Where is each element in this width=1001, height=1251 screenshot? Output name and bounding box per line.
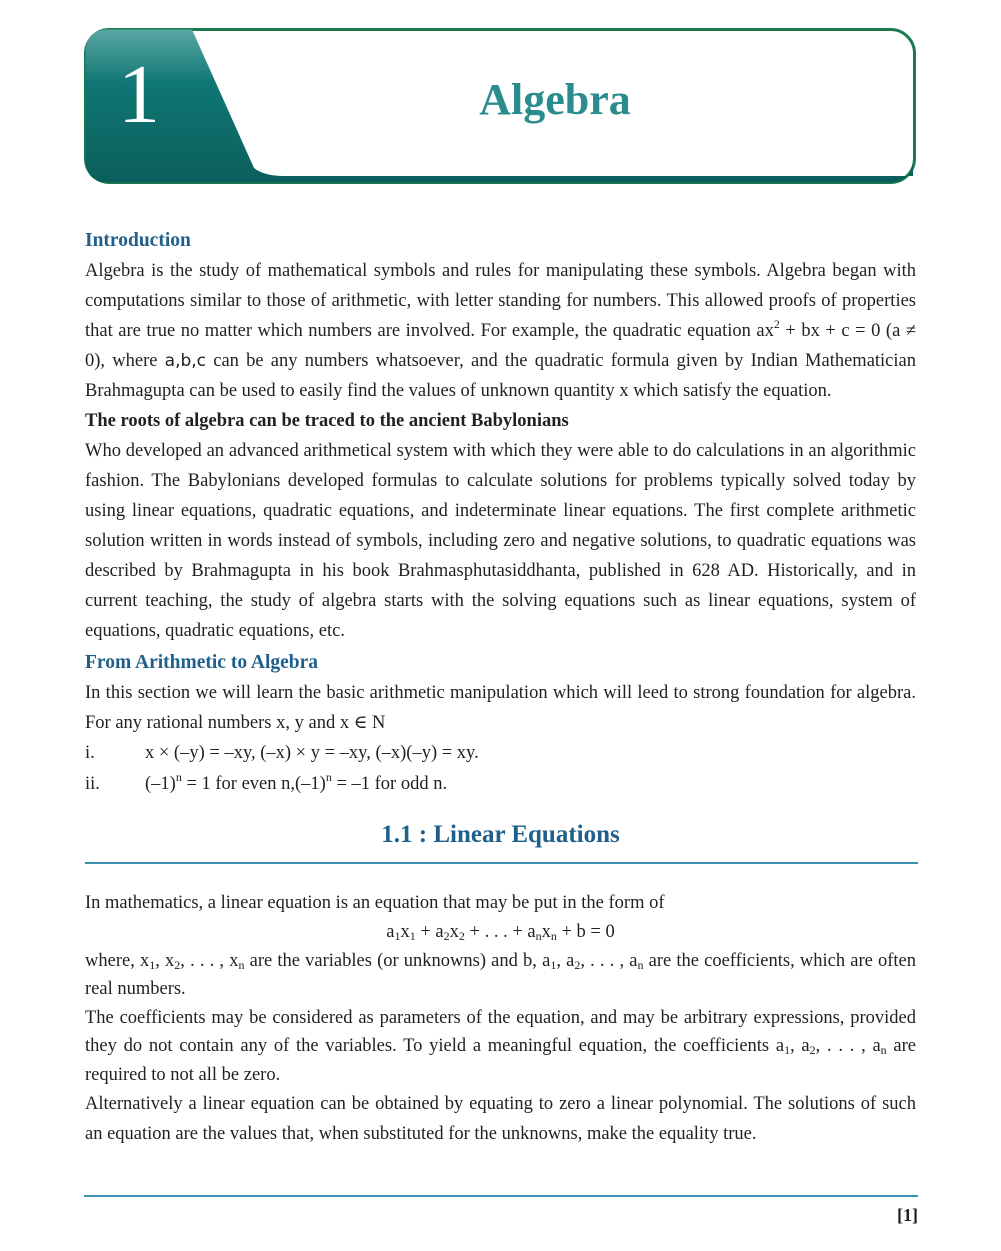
intro-heading: Introduction [85,230,191,251]
intro-paragraph: Algebra is the study of mathematical symbols and rules for manipulating these symbols. Algebra began with computations similar to those of arithmetic, with letter standing for numbers. This allowed proofs of properties that are true no matter which numbers are involved. For example, the quadratic equation $ax^2$ + bx + c = 0 (a ≠ 0), where a,b,c can be any numbers whatsoever, and the quadratic formula given by Indian Mathematician Brahmagupta can be used to easily find the values of unknown quantity x which satisfy the equation. [85,261,916,401]
arith-heading: From Arithmetic to Algebra [85,652,319,673]
babylon-heading: The roots of algebra can be traced to the ancient Babylonians [85,411,569,431]
chapter-title: Algebra [479,75,631,124]
coefficients-paragraph: The coefficients may be considered as parameters of the equation, and may be arbitrary expressions, provided they do not contain any of the variables. To yield a meaningful equation, the coefficients $a_1$, $a_2$, . . . , $a_n$ are required to not all be zero. [85,1007,916,1085]
page-number: [1] [897,1205,918,1225]
page-content [85,226,916,1149]
arith-paragraph: In this section we will learn the basic arithmetic manipulation which will leed to strong foundation for algebra. For any rational numbers x, y and x ∈ N [85,683,916,733]
section-title: 1.1 : Linear Equations [381,821,620,848]
list-item: ii. $(-1)^n = 1$ for even $n,(-1)^n = -1$ for odd n. [85,770,448,794]
section-divider [85,862,918,864]
variables-paragraph: where, $x_1$, $x_2$, . . . , $x_n$ are the variables (or unknowns) and b, $a_1$, $a_2$, . . . , $a_n$ are the coefficients, which are often real numbers. [85,950,917,999]
polynomial-paragraph: Alternatively a linear equation can be obtained by equating to zero a linear polynomial. The solutions of such an equation are the values that, when substituted for the unknowns, make the equality true. [85,1094,916,1144]
babylon-paragraph: Who developed an advanced arithmetical system with which they were able to do calculations in an algorithmic fashion. The Babylonians developed formulas to calculate solutions for problems typically solved today by using linear equations, quadratic equations, and indeterminate linear equations. The first complete arithmetic solution written in words instead of symbols, including zero and negative solutions, to quadratic equations was described by Brahmagupta in his book Brahmasphutasiddhanta, published in 628 AD. Historically, and in current teaching, the study of algebra starts with the solving equations such as linear equations, system of equations, quadratic equations, etc. [85,441,916,641]
linear-intro-paragraph: In mathematics, a linear equation is an equation that may be put in the form of [85,893,665,913]
linear-equation: $a_1x_1 + a_2x_2$ + . . . + $a_nx_n + b = 0$ [386,921,615,943]
chapter-header [84,28,916,184]
chapter-number: 1 [118,48,160,141]
list-item: i. x × (–y) = –xy, (–x) × y = –xy, (–x)(–y) = xy. [85,743,479,763]
footer-divider [84,1195,918,1197]
